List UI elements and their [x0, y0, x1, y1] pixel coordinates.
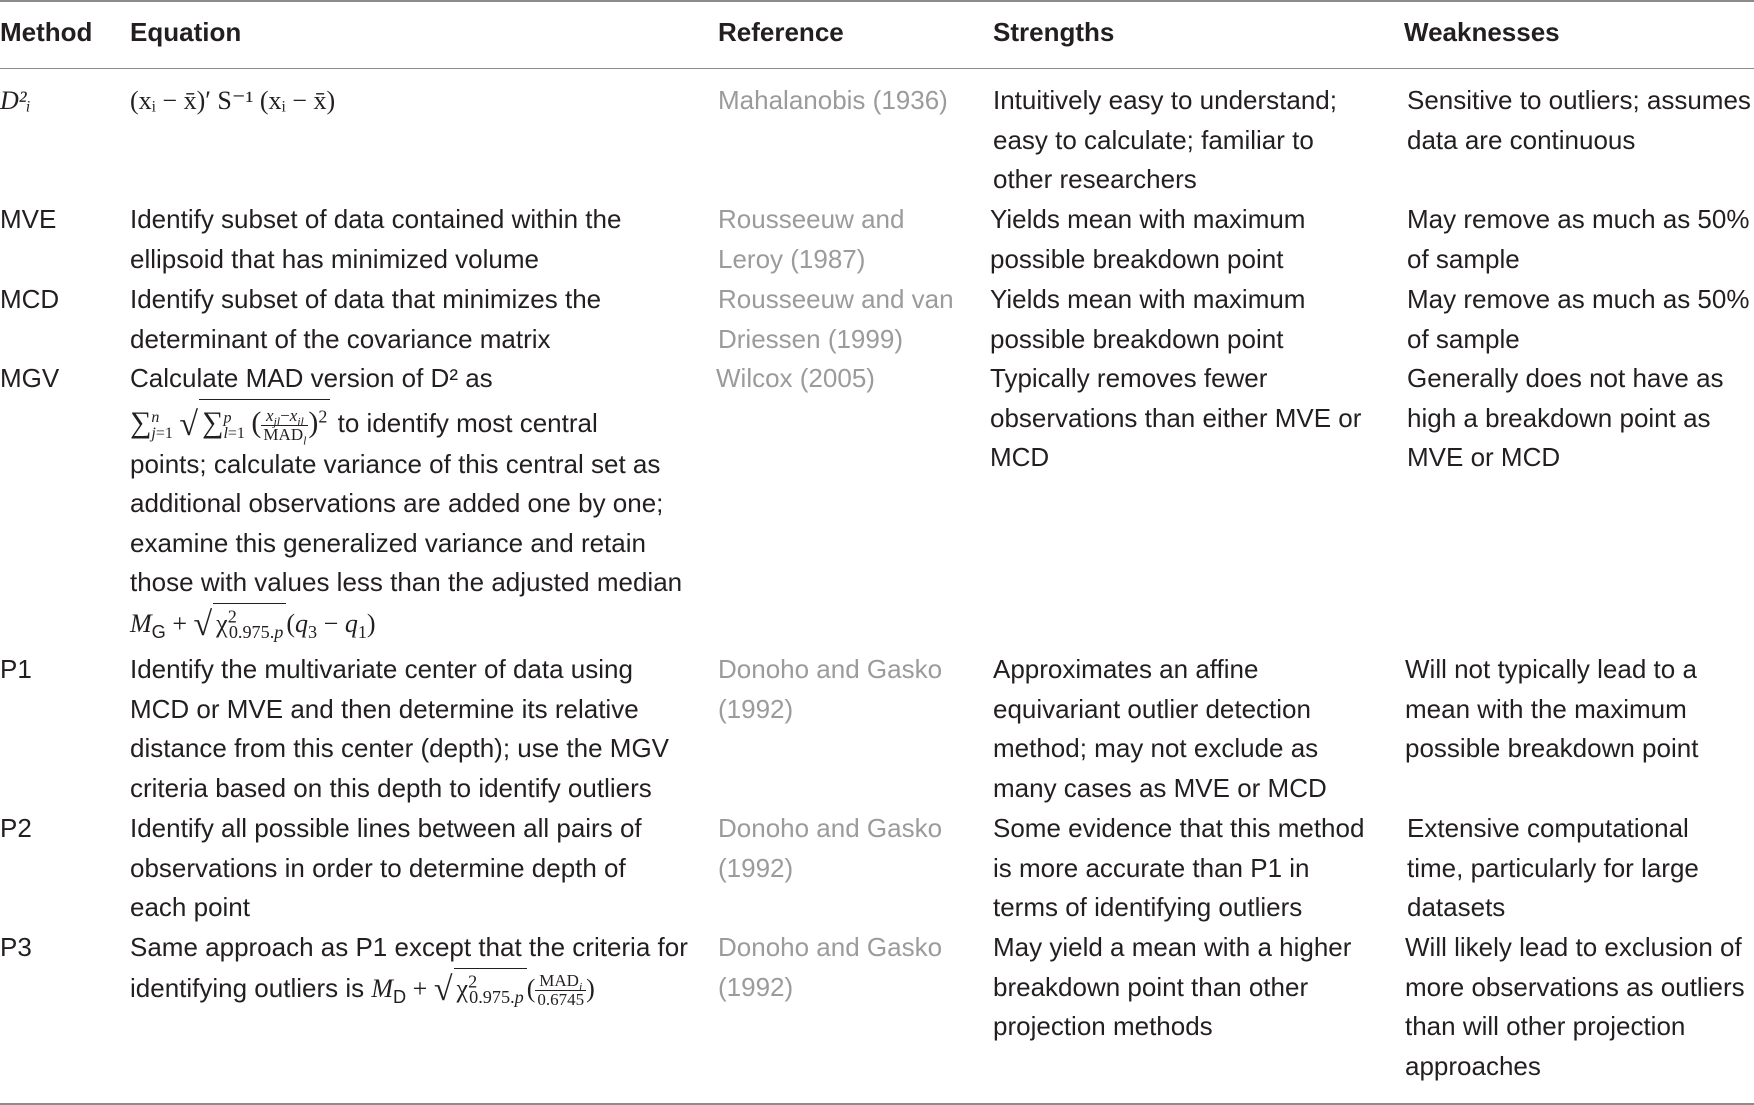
table-row-5-reference: Donoho and Gasko (1992)	[718, 654, 943, 724]
table-header-rule	[0, 68, 1754, 69]
mgv-distance-formula: ∑$^n_{j=1}$ √ ∑$^p_{l=1}$ ( $\frac{x_{jl}-x_{il}}{MAD_l}$ )$^2$	[130, 409, 330, 438]
table-row-6-weaknesses: Extensive computational time, particularly for large datasets	[1407, 813, 1699, 923]
header-method: Method	[0, 17, 93, 47]
table-row-6-method: P2	[0, 813, 32, 843]
table-row-4-reference: Wilcox (2005)	[716, 363, 875, 393]
table-row-7-strengths: May yield a mean with a higher breakdown point than other projection methods	[993, 932, 1352, 1042]
table-row-4-equation: Calculate MAD version of D² as ∑$^n_{j=1}$ √ ∑$^p_{l=1}$ ( $\frac{x_{jl}-x_{il}}{MAD_l}$ )$^2$ to identify most central points; calculate variance of this central set as additional observations are added one by one; examine this generalized variance and retain those with values less than the adjusted median $M_G$ + √ $\chi^2_{0.975.p}$ $(q_3 - q_1)$	[130, 363, 683, 643]
mgv-distance-formula-line: ∑$^n_{j=1}$ √ ∑$^p_{l=1}$ ( $\frac{x_{jl}-x_{il}}{MAD_l}$ )$^2$ to identify most central	[130, 399, 682, 445]
header-equation: Equation	[130, 17, 242, 47]
mahalanobis-formula: (xᵢ − x̄)′ S⁻¹ (xᵢ − x̄)	[130, 86, 336, 115]
table-row-2-equation: Identify subset of data contained within the ellipsoid that has minimized volume	[130, 204, 622, 274]
table-row-2-reference: Rousseeuw and Leroy (1987)	[718, 204, 905, 274]
table-row-6-reference: Donoho and Gasko (1992)	[718, 813, 943, 883]
table-row-5-weaknesses: Will not typically lead to a mean with the maximum possible breakdown point	[1405, 654, 1699, 764]
header-weaknesses: Weaknesses	[1404, 17, 1560, 47]
table-row-1-weaknesses: Sensitive to outliers; assumes data are continuous	[1407, 85, 1751, 155]
table-row-3-weaknesses: May remove as much as 50% of sample	[1407, 284, 1750, 354]
table-row-6-strengths: Some evidence that this method is more accurate than P1 in terms of identifying outliers	[993, 813, 1365, 923]
mahalanobis-symbol: D²ᵢ	[0, 86, 31, 115]
table-row-7-weaknesses: Will likely lead to exclusion of more observations as outliers than will other projection approaches	[1405, 932, 1745, 1081]
table-row-7-reference: Donoho and Gasko (1992)	[718, 932, 943, 1002]
table-row-3-equation: Identify subset of data that minimizes the determinant of the covariance matrix	[130, 284, 602, 354]
table-row-3-method: MCD	[0, 284, 60, 314]
table-row-1-equation	[130, 81, 335, 121]
table-row-6-equation: Identify all possible lines between all pairs of observations in order to determine depth of each point	[130, 813, 642, 923]
table-row-7-equation: Same approach as P1 except that the criteria for identifying outliers is $M_D$ + √ $\chi^2_{0.975.p}$ ( $\frac{MAD_i}{0.6745}$ )	[130, 932, 688, 1010]
table-row-7-method: P3	[0, 932, 32, 962]
table-row-2-weaknesses: May remove as much as 50% of sample	[1407, 204, 1750, 274]
table-row-5-method: P1	[0, 654, 32, 684]
table-row-5-equation: Identify the multivariate center of data using MCD or MVE and then determine its relative distance from this center (depth); use the MGV criteria based on this depth to identify outliers	[130, 654, 670, 803]
table-row-4-weaknesses: Generally does not have as high a breakdown point as MVE or MCD	[1407, 363, 1724, 473]
p3-criteria-formula: $M_D$ + √ $\chi^2_{0.975.p}$ ( $\frac{MAD_i}{0.6745}$ )	[371, 974, 594, 1003]
table-row-4-strengths: Typically removes fewer observations than either MVE or MCD	[990, 363, 1362, 473]
p3-criteria-line: identifying outliers is $M_D$ + √ $\chi^2_{0.975.p}$ ( $\frac{MAD_i}{0.6745}$ )	[130, 968, 688, 1010]
table-row-3-strengths: Yields mean with maximum possible breakdown point	[990, 284, 1306, 354]
table-row-3-reference: Rousseeuw and van Driessen (1999)	[718, 284, 954, 354]
table-row-2-strengths: Yields mean with maximum possible breakdown point	[990, 204, 1306, 274]
table-row-1-strengths: Intuitively easy to understand; easy to calculate; familiar to other researchers	[993, 85, 1337, 195]
header-strengths: Strengths	[993, 17, 1115, 47]
header-reference: Reference	[718, 17, 844, 47]
table-top-rule	[0, 0, 1754, 2]
table-row-1-reference: Mahalanobis (1936)	[718, 85, 948, 115]
table-row-2-method: MVE	[0, 204, 57, 234]
table-row-5-strengths: Approximates an affine equivariant outlier detection method; may not exclude as many cases as MVE or MCD	[993, 654, 1327, 803]
table-row-1-method	[0, 81, 31, 121]
mgv-adjusted-median-formula: $M_G$ + √ $\chi^2_{0.975.p}$ $(q_3 - q_1)$	[130, 603, 682, 645]
table-row-4-method: MGV	[0, 363, 60, 393]
